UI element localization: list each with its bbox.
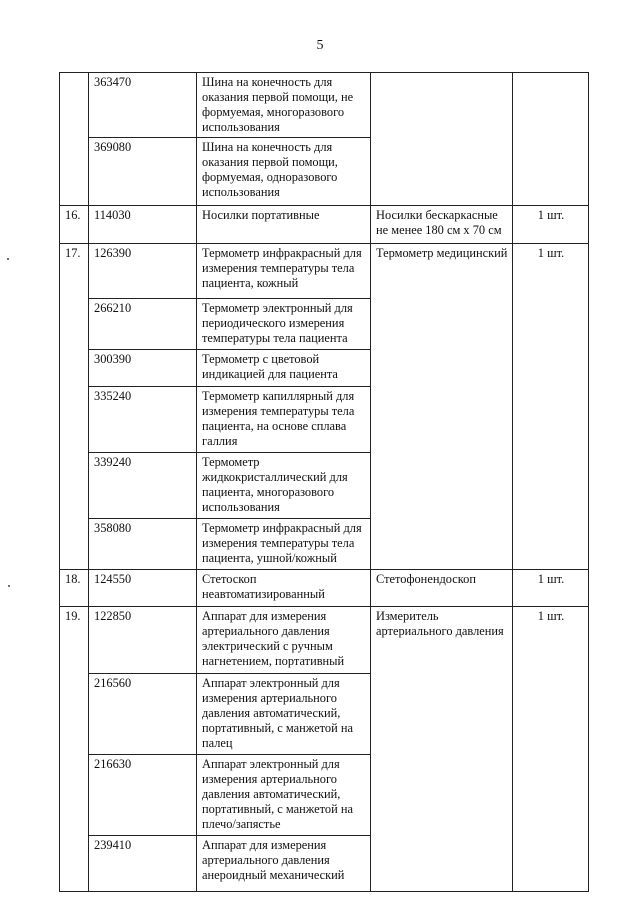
product-name: Шина на конечность для оказания первой помощи, не формуемая, многоразового использования [197,73,371,138]
scan-speck [7,258,9,260]
product-name: Термометр инфракрасный для измерения температуры тела пациента, кожный [197,244,371,299]
scan-speck [8,585,10,587]
product-code: 239410 [89,836,197,892]
product-code: 126390 [89,244,197,299]
product-name: Термометр электронный для периодического измерения температуры тела пациента [197,299,371,350]
row-number: 17. [60,244,89,570]
product-name: Аппарат для измерения артериального давления электрический с ручным нагнетением, портативный [197,607,371,674]
equipment-table [59,72,589,892]
product-name: Аппарат для измерения артериального давления анероидный механический [197,836,371,892]
product-code: 339240 [89,453,197,519]
table-row [60,244,589,299]
product-name: Аппарат электронный для измерения артериального давления автоматический, портативный, с манжетой на плечо/запястье [197,755,371,836]
product-code: 216630 [89,755,197,836]
product-name: Шина на конечность для оказания первой помощи, формуемая, одноразового использования [197,138,371,206]
product-name: Аппарат электронный для измерения артериального давления автоматический, портативный, с манжетой на палец [197,674,371,755]
product-code: 300390 [89,350,197,387]
quantity: 1 шт. [513,206,589,244]
row-number: 18. [60,570,89,607]
quantity [513,73,589,206]
page-number: 5 [316,38,324,53]
equipment-name: Термометр медицинский [371,244,513,570]
equipment-name: Стетофонендоскоп [371,570,513,607]
product-code: 358080 [89,519,197,570]
product-name: Стетоскоп неавтоматизированный [197,570,371,607]
table-row [60,73,589,138]
product-code: 122850 [89,607,197,674]
product-code: 114030 [89,206,197,244]
row-number: 16. [60,206,89,244]
product-name: Термометр с цветовой индикацией для пациента [197,350,371,387]
product-code: 124550 [89,570,197,607]
product-code: 335240 [89,387,197,453]
product-code: 363470 [89,73,197,138]
quantity: 1 шт. [513,607,589,892]
equipment-name [371,73,513,206]
product-name: Носилки портативные [197,206,371,244]
quantity: 1 шт. [513,570,589,607]
quantity: 1 шт. [513,244,589,570]
product-code: 216560 [89,674,197,755]
equipment-name: Измеритель артериального давления [371,607,513,892]
product-name: Термометр жидкокристаллический для пациента, многоразового использования [197,453,371,519]
table-row [60,570,589,607]
product-name: Термометр капиллярный для измерения температуры тела пациента, на основе сплава галлия [197,387,371,453]
product-code: 369080 [89,138,197,206]
table-row [60,206,589,244]
row-number [60,73,89,206]
product-code: 266210 [89,299,197,350]
product-name: Термометр инфракрасный для измерения температуры тела пациента, ушной/кожный [197,519,371,570]
equipment-name: Носилки бескаркасные не менее 180 см х 70 см [371,206,513,244]
row-number: 19. [60,607,89,892]
table-row [60,607,589,674]
